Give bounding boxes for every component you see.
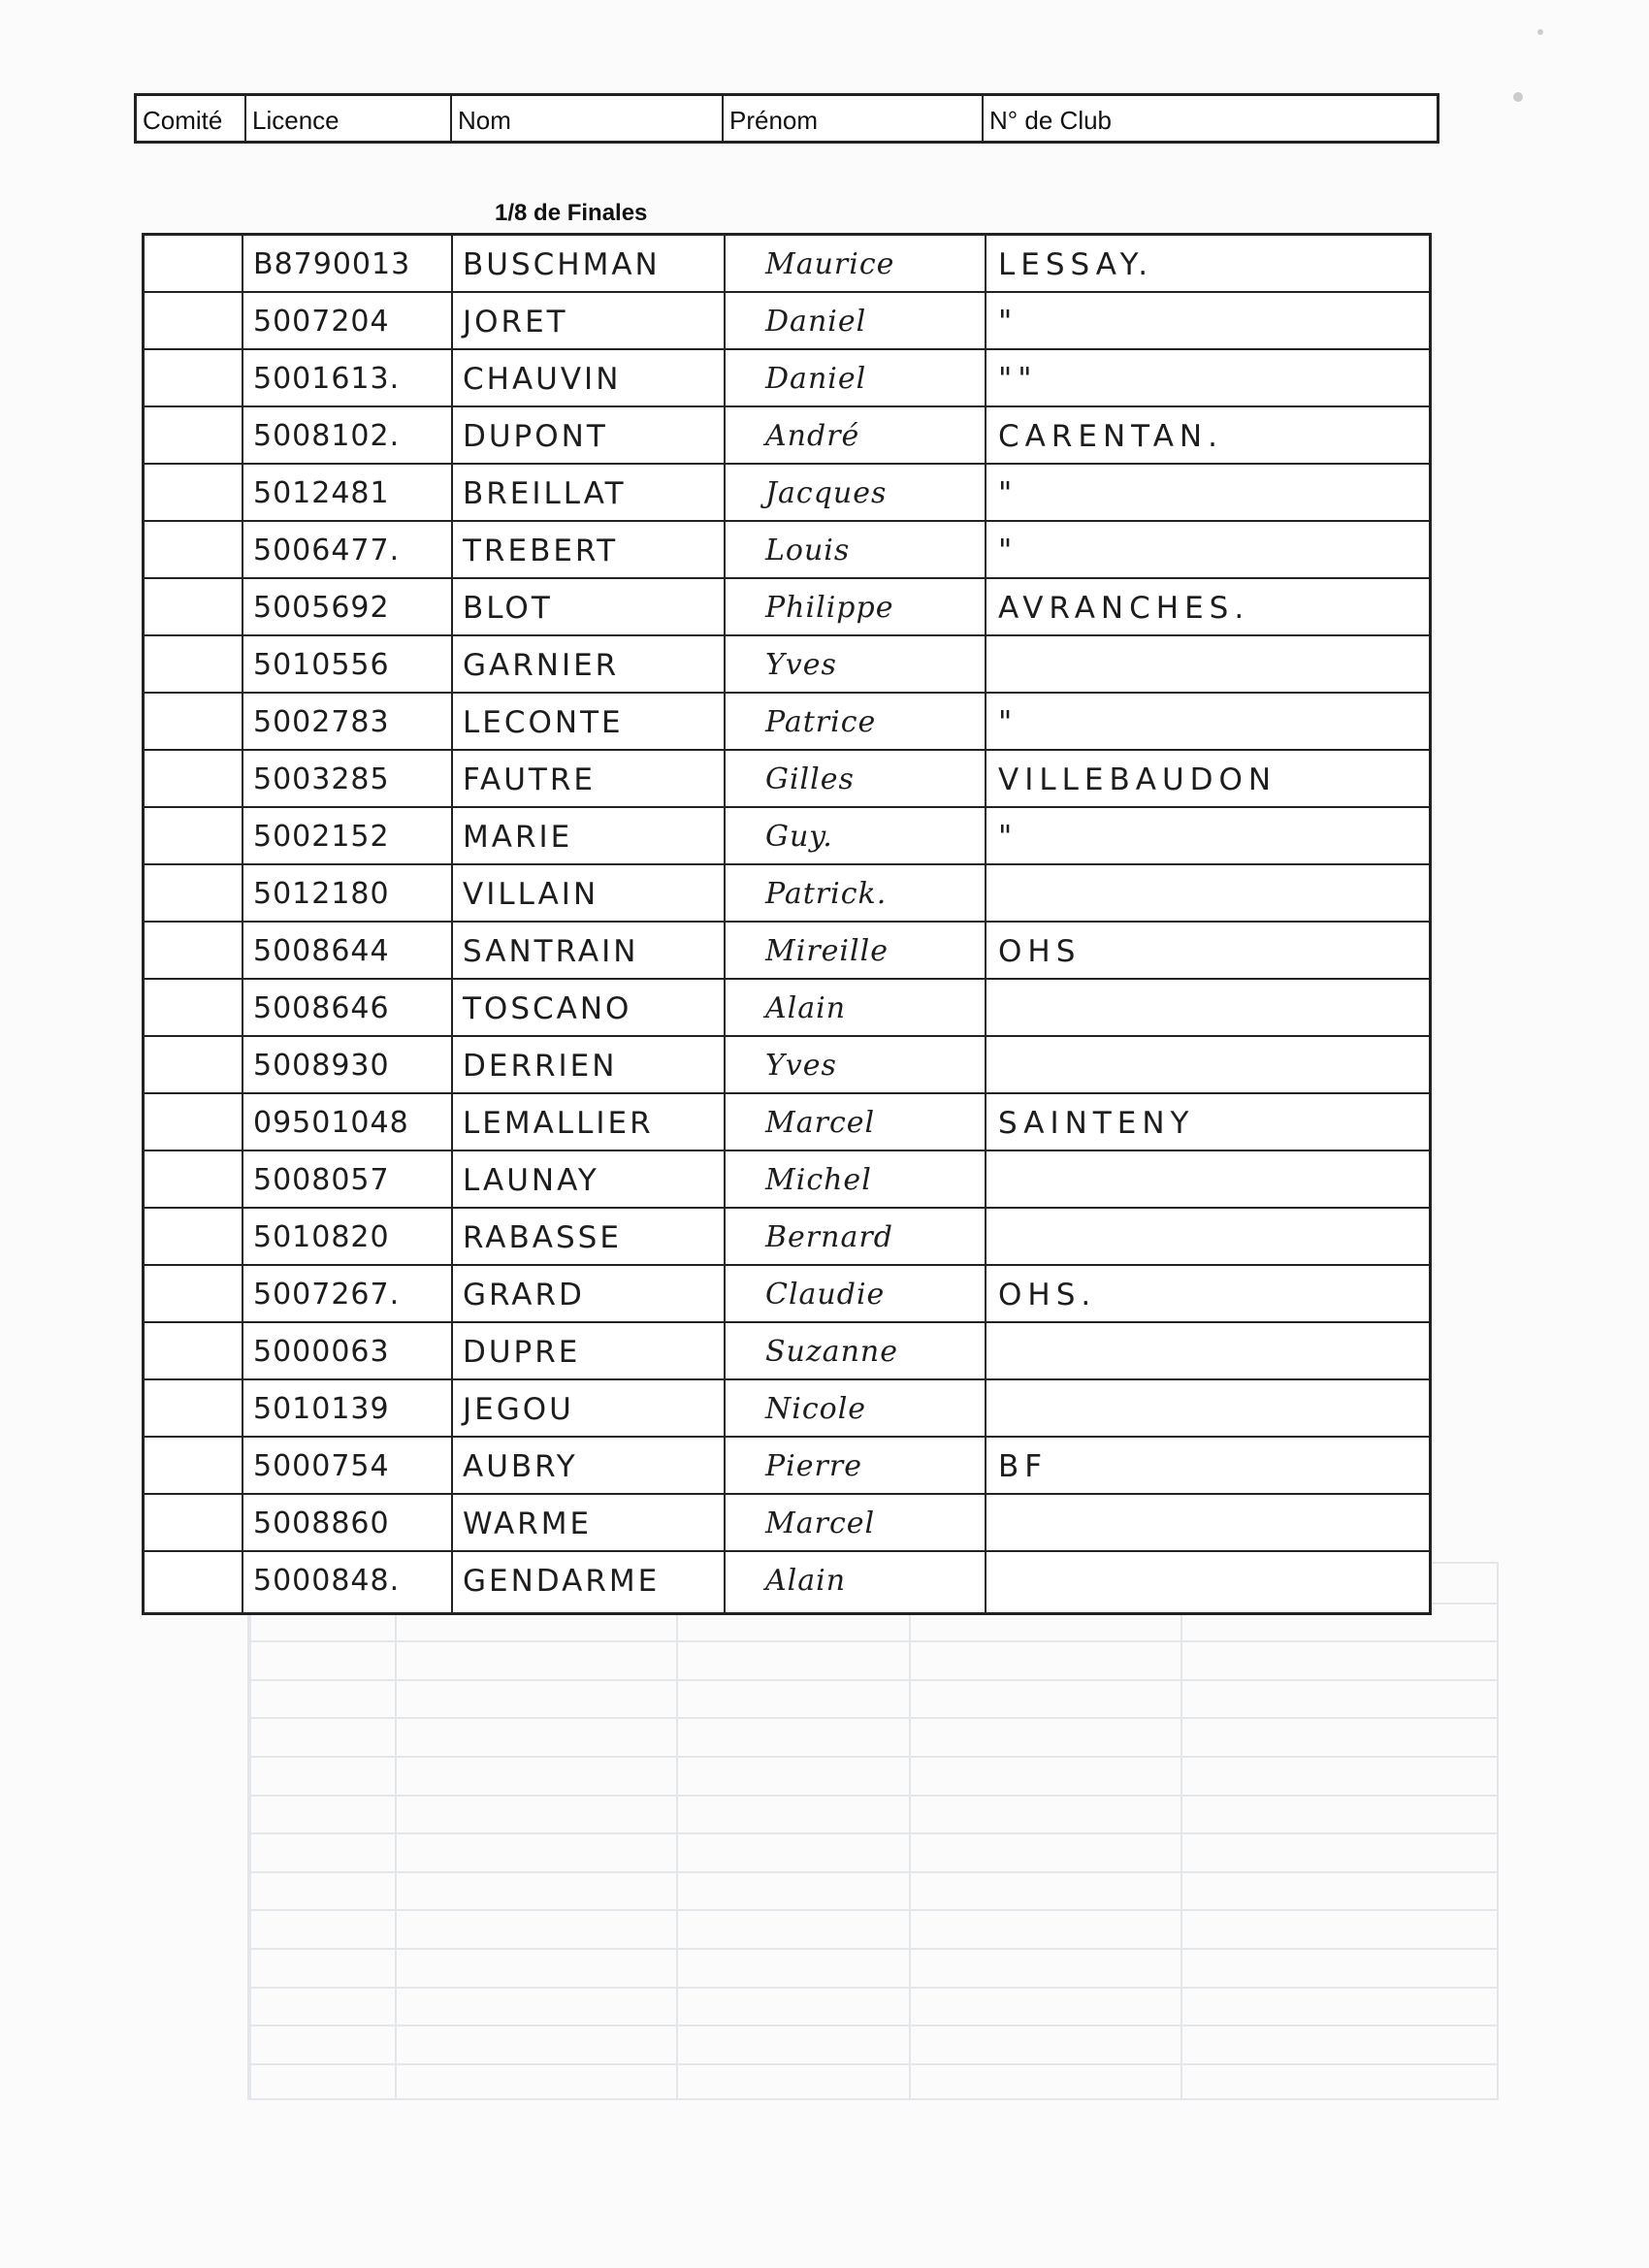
prenom-cell: Philippe <box>765 591 894 625</box>
table-row <box>145 1552 1429 1609</box>
table-row <box>145 1209 1429 1266</box>
club-cell: OHS. <box>998 1278 1097 1312</box>
table-row <box>145 923 1429 980</box>
table-row <box>145 808 1429 865</box>
table-row <box>145 236 1429 293</box>
nom-cell: BUSCHMAN <box>463 247 661 282</box>
table-row <box>145 1323 1429 1380</box>
prenom-cell: Maurice <box>765 247 895 281</box>
licence-cell: 5012180 <box>253 877 390 911</box>
prenom-cell: Nicole <box>765 1392 867 1426</box>
club-cell: " <box>998 476 1018 511</box>
table-row <box>145 1151 1429 1209</box>
prenom-cell: Guy. <box>765 820 833 854</box>
table-row <box>145 694 1429 751</box>
header-licence: Licence <box>246 96 452 141</box>
nom-cell: LECONTE <box>463 705 624 740</box>
table-row <box>145 1380 1429 1438</box>
table-row <box>145 1037 1429 1094</box>
prenom-cell: Daniel <box>765 362 867 396</box>
licence-cell: 5005692 <box>253 591 390 625</box>
nom-cell: TOSCANO <box>463 991 632 1026</box>
club-cell: " <box>998 305 1018 340</box>
licence-cell: 5008930 <box>253 1049 390 1083</box>
table-row <box>145 751 1429 808</box>
licence-cell: 5000063 <box>253 1335 390 1369</box>
prenom-cell: Suzanne <box>765 1335 898 1369</box>
nom-cell: TREBERT <box>463 534 619 568</box>
prenom-cell: Pierre <box>765 1449 862 1483</box>
licence-cell: 5001613. <box>253 362 401 396</box>
club-cell: " <box>998 820 1018 855</box>
prenom-cell: Louis <box>765 534 851 567</box>
table-row <box>145 522 1429 579</box>
nom-cell: WARME <box>463 1507 593 1541</box>
nom-cell: BLOT <box>463 591 553 626</box>
table-row <box>145 1438 1429 1495</box>
nom-cell: GRARD <box>463 1278 585 1312</box>
table-row <box>145 980 1429 1037</box>
prenom-cell: Alain <box>765 1564 847 1598</box>
header-prenom: Prénom <box>724 96 984 141</box>
licence-cell: 5002152 <box>253 820 390 854</box>
nom-cell: DUPRE <box>463 1335 581 1370</box>
header-comite: Comité <box>137 96 246 141</box>
table-row <box>145 350 1429 407</box>
table-row <box>145 407 1429 465</box>
bleed-through-table <box>247 1562 1499 2100</box>
club-cell: " <box>998 705 1018 740</box>
club-cell: BF <box>998 1449 1049 1484</box>
licence-cell: 5010556 <box>253 648 390 682</box>
licence-cell: 5007204 <box>253 305 390 339</box>
section-title: 1/8 de Finales <box>495 200 648 226</box>
prenom-cell: André <box>765 419 860 453</box>
club-cell: SAINTENY <box>998 1106 1195 1141</box>
licence-cell: 5000754 <box>253 1449 390 1483</box>
table-row <box>145 293 1429 350</box>
prenom-cell: Patrick. <box>765 877 888 911</box>
nom-cell: BREILLAT <box>463 476 627 511</box>
licence-cell: 5007267. <box>253 1278 401 1312</box>
prenom-cell: Bernard <box>765 1220 893 1254</box>
nom-cell: GARNIER <box>463 648 620 683</box>
nom-cell: AUBRY <box>463 1449 578 1484</box>
club-cell: AVRANCHES. <box>998 591 1250 626</box>
prenom-cell: Daniel <box>765 305 867 339</box>
licence-cell: 5006477. <box>253 534 401 567</box>
nom-cell: LEMALLIER <box>463 1106 654 1141</box>
licence-cell: 5008860 <box>253 1507 390 1540</box>
nom-cell: RABASSE <box>463 1220 622 1255</box>
prenom-cell: Mireille <box>765 934 889 968</box>
prenom-cell: Alain <box>765 991 847 1025</box>
licence-cell: 5010139 <box>253 1392 390 1426</box>
nom-cell: MARIE <box>463 820 573 855</box>
nom-cell: SANTRAIN <box>463 934 639 969</box>
prenom-cell: Jacques <box>765 476 888 510</box>
licence-cell: 5000848. <box>253 1564 401 1598</box>
club-cell: OHS <box>998 934 1082 969</box>
licence-cell: 5008646 <box>253 991 390 1025</box>
nom-cell: CHAUVIN <box>463 362 622 397</box>
header-club: N° de Club <box>989 106 1113 135</box>
prenom-cell: Yves <box>765 648 837 682</box>
prenom-cell: Marcel <box>765 1106 876 1140</box>
header-nom: Nom <box>452 96 724 141</box>
table-row <box>145 1266 1429 1323</box>
prenom-cell: Marcel <box>765 1507 876 1540</box>
prenom-cell: Gilles <box>765 762 855 796</box>
table-row <box>145 579 1429 636</box>
nom-cell: LAUNAY <box>463 1163 599 1198</box>
licence-cell: 09501048 <box>253 1106 409 1140</box>
punch-mark <box>1537 29 1543 35</box>
punch-mark <box>1513 92 1523 102</box>
club-cell: LESSAY. <box>998 247 1154 282</box>
table-row <box>145 465 1429 522</box>
players-table <box>142 233 1432 1615</box>
licence-cell: 5008057 <box>253 1163 390 1197</box>
table-row <box>145 865 1429 923</box>
table-row <box>145 636 1429 694</box>
licence-cell: 5002783 <box>253 705 390 739</box>
licence-cell: B8790013 <box>253 247 411 281</box>
nom-cell: JORET <box>463 305 568 340</box>
table-row <box>145 1094 1429 1151</box>
club-cell: " <box>998 534 1018 568</box>
prenom-cell: Michel <box>765 1163 872 1197</box>
licence-cell: 5012481 <box>253 476 390 510</box>
licence-cell: 5010820 <box>253 1220 390 1254</box>
nom-cell: VILLAIN <box>463 877 599 912</box>
club-cell: "" <box>998 362 1038 397</box>
licence-cell: 5003285 <box>253 762 390 796</box>
nom-cell: FAUTRE <box>463 762 596 797</box>
nom-cell: JEGOU <box>463 1392 574 1427</box>
prenom-cell: Yves <box>765 1049 837 1083</box>
nom-cell: DUPONT <box>463 419 608 454</box>
prenom-cell: Patrice <box>765 705 877 739</box>
club-cell: CARENTAN. <box>998 419 1223 454</box>
nom-cell: DERRIEN <box>463 1049 618 1084</box>
prenom-cell: Claudie <box>765 1278 886 1312</box>
nom-cell: GENDARME <box>463 1564 661 1599</box>
header-table <box>134 93 1439 144</box>
table-row <box>145 1495 1429 1552</box>
club-cell: VILLEBAUDON <box>998 762 1277 797</box>
licence-cell: 5008102. <box>253 419 401 453</box>
licence-cell: 5008644 <box>253 934 390 968</box>
